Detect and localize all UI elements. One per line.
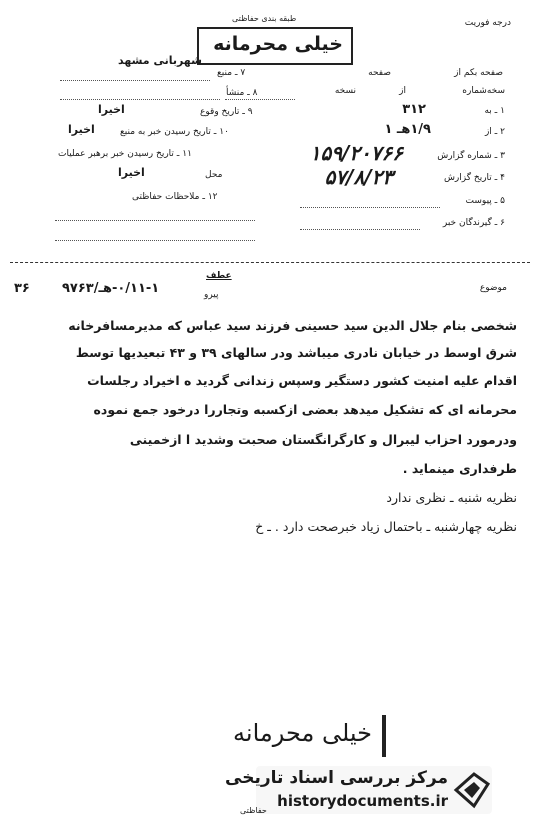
reference-tag-top: عطف (206, 271, 232, 281)
field-label-attachment: ۵ ـ پیوست (465, 196, 505, 206)
archive-center-name: مرکز بررسی اسناد تاریخی (225, 768, 448, 788)
field-value-from: ۱/۹هـ ۱ (384, 122, 431, 137)
field-label-report-no: ۳ ـ شماره گزارش (437, 151, 505, 161)
classification-label: طبقه بندی حفاظتی (232, 14, 297, 23)
field-value-report-no: ۱۵۹/۲۰۷۶۶ (309, 141, 403, 165)
body-line: اقدام علیه امنیت کشور دستگیر وسپس زندانی گردید ه اخیراد رجلسات (87, 373, 517, 388)
source-receipt-value: اخیرا (68, 123, 95, 136)
archive-website-link[interactable]: historydocuments.ir (277, 792, 448, 810)
occurrence-date-value: اخیرا (98, 103, 125, 116)
origin-label: ۸ ـ منشأ (226, 88, 258, 98)
field-label-to: ۱ ـ به (484, 106, 505, 116)
copy-of: از (399, 86, 406, 96)
field-value-report-date: ۵۷/۸/۲۳ (324, 165, 393, 189)
body-line: شرق اوسط در خیابان نادری میباشد ودر سالهای ۳۹ و ۴۳ تبعیدیها توسط (75, 345, 517, 360)
body-line: طرفداری مینماید . (402, 461, 517, 476)
body-line: ودرمورد احزاب لیبرال و کارگرانگستان صحبت وشدید ا ازخمینی (129, 432, 517, 447)
file-number: ۰/۱۱-۱-هـ/۹۷۶۳ (62, 281, 160, 296)
page-number: ۳۶ (14, 281, 30, 296)
subject-label: موضوع (479, 283, 507, 293)
source-label: ۷ ـ منبع (217, 68, 246, 78)
occurrence-date-label: ۹ ـ تاریخ وقوع (200, 107, 253, 117)
ops-receipt-label: ۱۱ ـ تاریخ رسیدن خبر برهبر عملیات (58, 149, 192, 159)
field-label-recipients: ۶ ـ گیرندگان خبر (442, 218, 505, 228)
body-line: محرمانه ای که تشکیل میدهد بعضی ازکسبه وتجاررا درخود جمع نموده (93, 402, 517, 417)
field-label-from: ۲ ـ از (484, 127, 505, 137)
copy-label: سخه‌شماره (462, 86, 505, 96)
location-value: اخیرا (118, 166, 145, 179)
body-line: شخصی بنام جلال الدین سید حسینی فرزند سید عباس که مدیرمسافرخانه (68, 318, 517, 333)
header-separator (10, 262, 530, 263)
copy-suffix: نسخه (334, 86, 356, 96)
page-suffix: صفحه (368, 68, 391, 78)
reference-tag-bottom: پیرو (204, 290, 219, 300)
location-label: محل (205, 170, 223, 180)
top-stamp-text: خیلی محرمانه (213, 33, 343, 55)
bottom-classification-stamp (160, 715, 386, 759)
bottom-stamp-text: خیلی محرمانه (233, 719, 372, 747)
opinion-line: نظریه شنبه ـ نظری ندارد (386, 490, 517, 505)
degree-label: درجه فوریت (464, 18, 511, 28)
source-value: شهربانی مشهد (118, 54, 202, 67)
page-label: صفحه بکم از (454, 68, 503, 78)
security-notes-label: ۱۲ ـ ملاحظات حفاظتی (132, 192, 218, 202)
footer-classification: حفاظتی (240, 806, 267, 815)
field-label-report-date: ۴ ـ تاریخ گزارش (443, 173, 505, 183)
source-receipt-label: ۱۰ ـ تاریخ رسیدن خبر به منبع (120, 127, 229, 137)
opinion-line: نظریه چهارشنبه ـ باحتمال زیاد خبرصحت دارد . ـ خ (255, 519, 517, 534)
top-classification-stamp (197, 27, 353, 65)
field-value-to: ۳۱۲ (402, 102, 426, 117)
